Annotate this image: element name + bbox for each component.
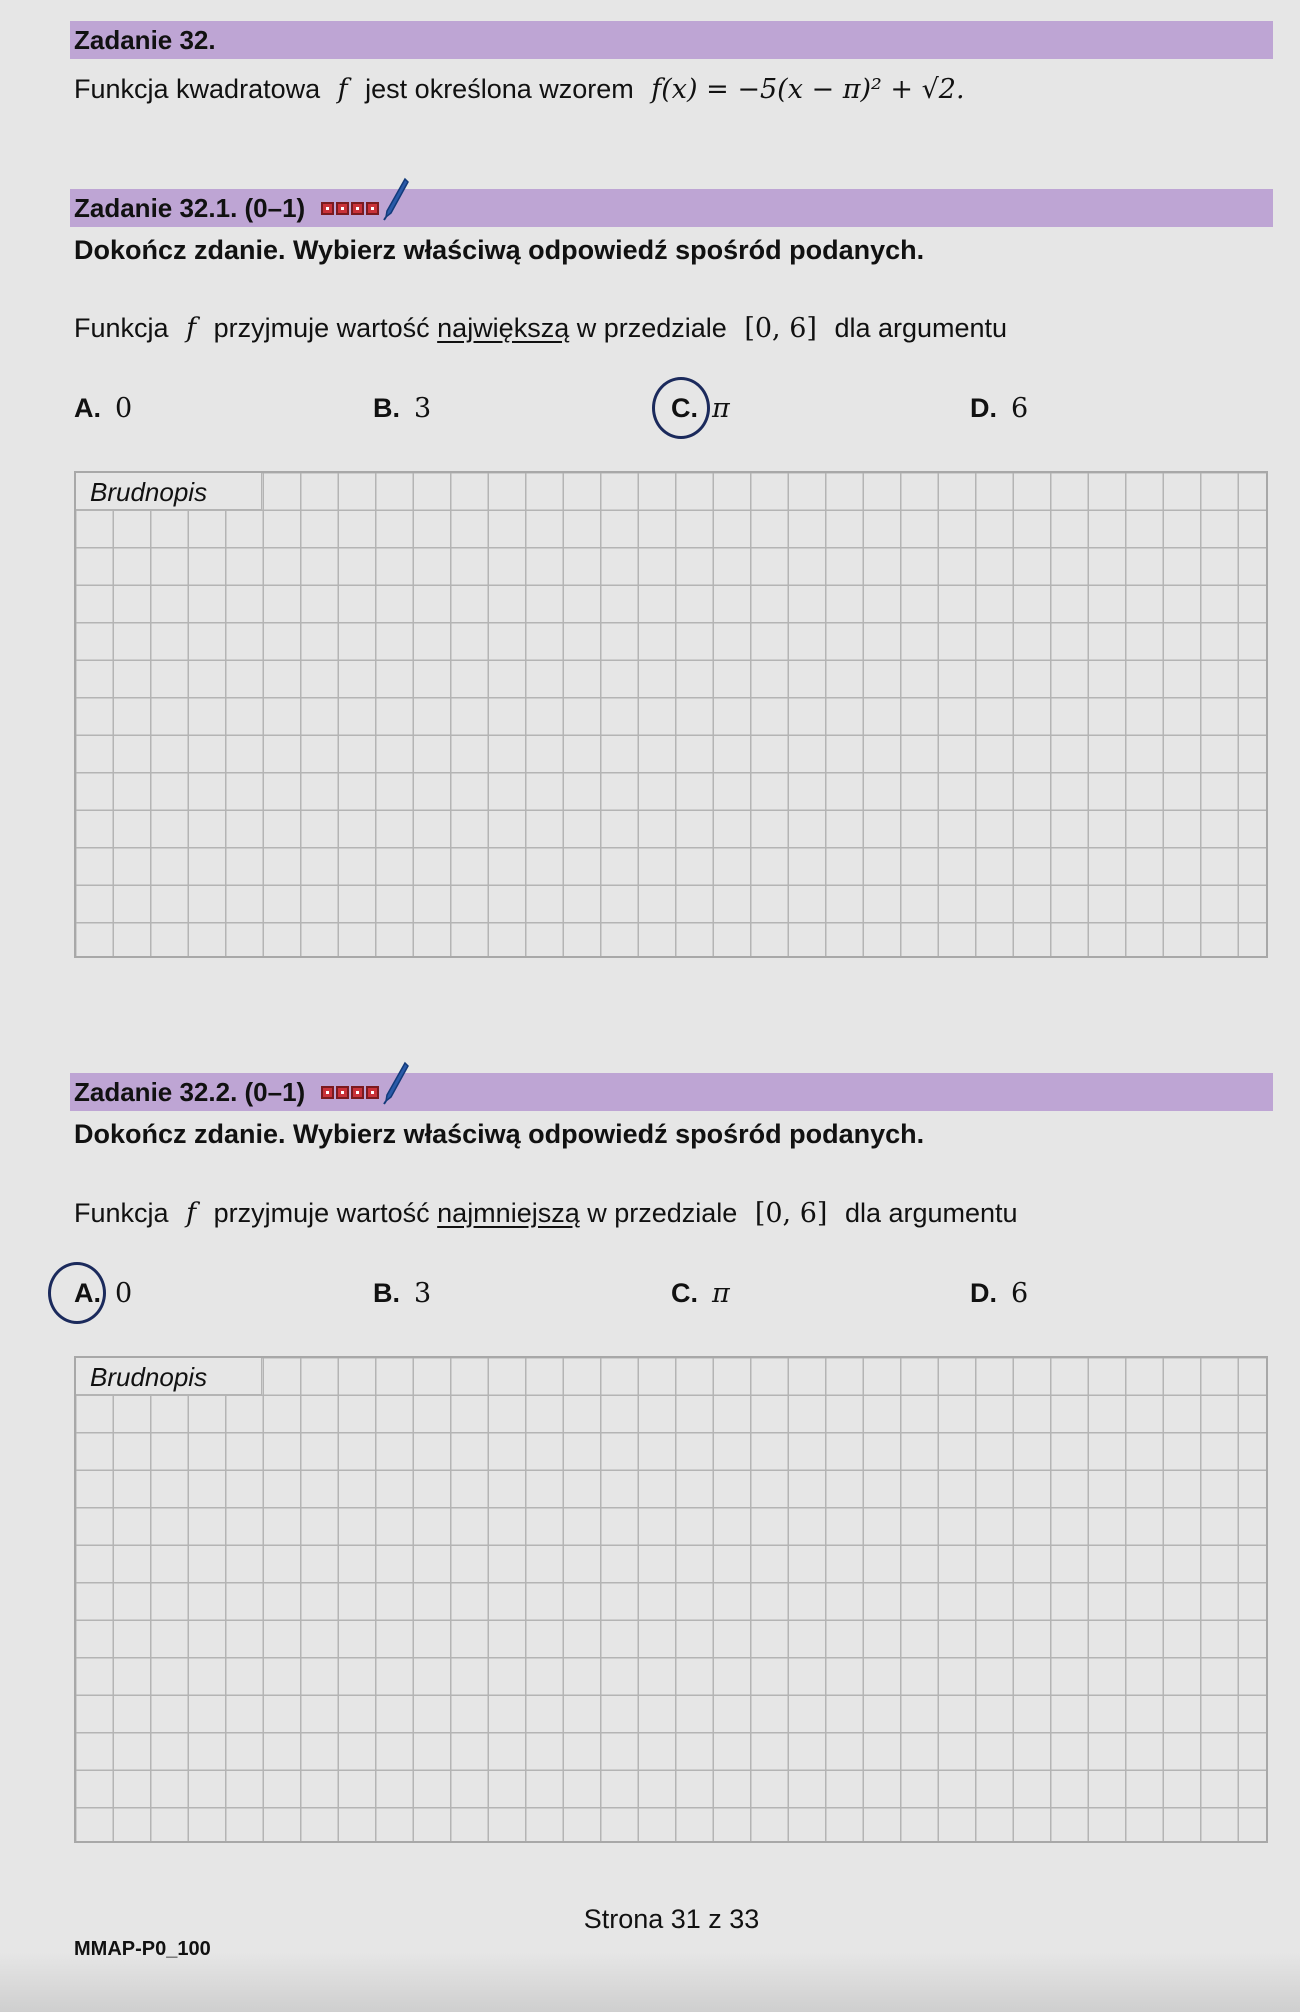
subtask-2-question: Funkcja f przyjmuje wartość najmniejszą w przedziale [0, 6] dla argumentu xyxy=(74,1198,1018,1229)
subtask-1-option-c[interactable]: C. π xyxy=(671,393,730,424)
page-number: Strona 31 z 33 xyxy=(583,1904,760,1934)
scratch-grid-2[interactable] xyxy=(74,1356,1268,1843)
scratch-label: Brudnopis xyxy=(76,1358,262,1395)
subtask-2-option-b[interactable]: B. 3 xyxy=(373,1278,432,1309)
task-intro: Funkcja kwadratowa f jest określona wzorem f(x) = −5(x − π)² + √2. xyxy=(74,74,965,105)
subtask-1-option-b[interactable]: B. 3 xyxy=(373,393,432,424)
subtask-1-header-bar xyxy=(70,189,1273,227)
keyword-underlined: najmniejszą xyxy=(437,1198,580,1228)
exam-code: MMAP-P0_100 xyxy=(74,1938,211,1960)
function-formula: f(x) = −5(x − π)² + √2. xyxy=(651,74,965,105)
keyword-underlined: największą xyxy=(437,313,570,343)
subtask-2-title: Zadanie 32.2. (0–1) xyxy=(74,1076,306,1107)
score-boxes-icon xyxy=(321,1086,381,1099)
subtask-1-option-a[interactable]: A. 0 xyxy=(74,393,133,424)
score-boxes-icon xyxy=(321,202,381,215)
subtask-1-title: Zadanie 32.1. (0–1) xyxy=(74,192,306,223)
subtask-2-instruction: Dokończ zdanie. Wybierz właściwą odpowiedź spośród podanych. xyxy=(74,1119,925,1149)
subtask-1-option-d[interactable]: D. 6 xyxy=(970,393,1029,424)
answer-circle-mark xyxy=(48,1262,106,1324)
answer-circle-mark xyxy=(652,377,710,439)
scratch-label: Brudnopis xyxy=(76,473,262,510)
subtask-2-header-bar xyxy=(70,1073,1273,1111)
subtask-1-instruction: Dokończ zdanie. Wybierz właściwą odpowiedź spośród podanych. xyxy=(74,235,925,265)
subtask-1-question: Funkcja f przyjmuje wartość największą w przedziale [0, 6] dla argumentu xyxy=(74,313,1008,344)
pen-icon xyxy=(383,1061,409,1105)
function-symbol: f xyxy=(337,74,348,105)
page-bottom-shade xyxy=(0,1952,1300,2012)
pen-icon xyxy=(383,177,409,221)
task-header-bar xyxy=(70,21,1273,59)
task-title: Zadanie 32. xyxy=(74,24,216,55)
scratch-grid-1[interactable] xyxy=(74,471,1268,958)
subtask-2-option-c[interactable]: C. π xyxy=(671,1278,730,1309)
subtask-2-option-a[interactable]: A. 0 xyxy=(74,1278,133,1309)
subtask-2-option-d[interactable]: D. 6 xyxy=(970,1278,1029,1309)
